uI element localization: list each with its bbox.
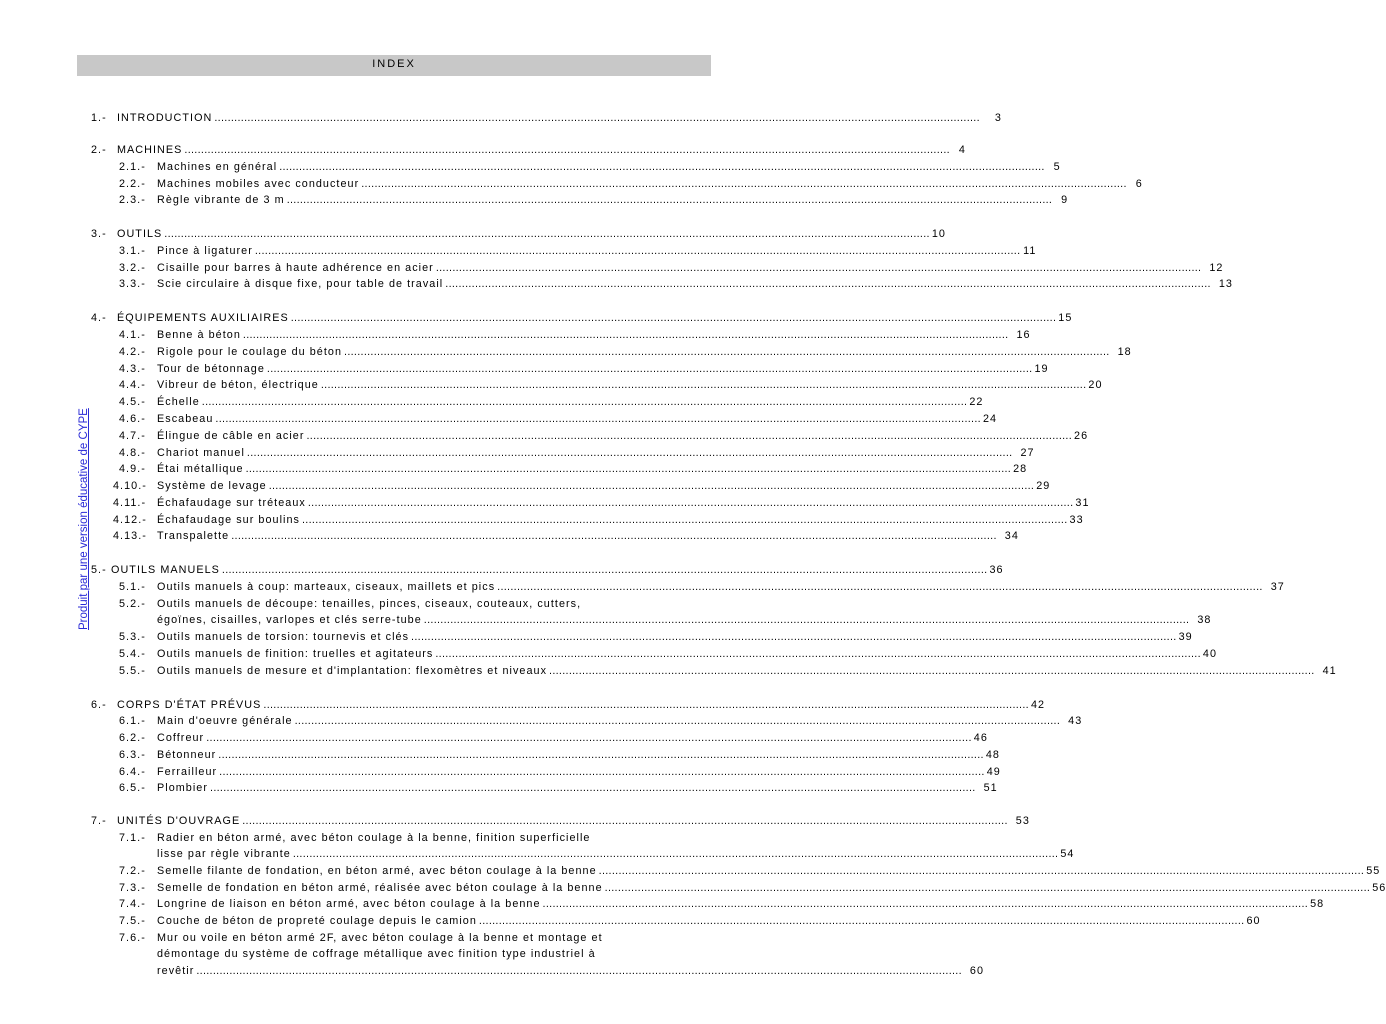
toc-label: Système de levage — [157, 480, 267, 492]
toc-number: 5.- — [91, 564, 107, 576]
toc-entry-5-1[interactable] — [119, 579, 1285, 596]
toc-page-number: 48 — [985, 749, 1000, 761]
toc-page-number: 11 — [1023, 245, 1037, 257]
toc-leader-dots: ........................................................................................................................................................................................................................................ — [423, 614, 1190, 626]
toc-number: 5.5.- — [119, 665, 146, 677]
toc-label: Plombier — [157, 782, 209, 794]
toc-leader-dots: ........................................................................................................................................................................................................................................ — [242, 815, 1008, 827]
toc-number: 2.2.- — [119, 178, 146, 190]
toc-page-number: 46 — [973, 732, 988, 744]
toc-entry-3-1[interactable] — [119, 243, 1037, 260]
toc-label: UNITÉS D'OUVRAGE — [117, 815, 241, 827]
toc-label-continued: égoïnes, cisailles, varlopes et clés serre-tube — [157, 614, 422, 626]
toc-label: Benne à béton — [157, 329, 241, 341]
toc-leader-dots: ........................................................................................................................................................................................................................................ — [320, 379, 1087, 391]
toc-number: 6.1.- — [119, 715, 146, 727]
toc-entry-4-4[interactable] — [119, 377, 1103, 394]
toc-label: Vibreur de béton, électrique — [157, 379, 319, 391]
toc-number: 6.3.- — [119, 749, 146, 761]
toc-leader-dots: ........................................................................................................................................................................................................................................ — [164, 228, 930, 240]
toc-number: 2.3.- — [119, 194, 146, 206]
toc-label-continued: revêtir — [157, 965, 195, 977]
toc-number: 6.2.- — [119, 732, 146, 744]
toc-entry-7-3[interactable] — [119, 880, 1386, 897]
educational-version-watermark[interactable]: Produit par une version éducative de CYPE — [78, 408, 90, 630]
toc-number: 4.6.- — [119, 413, 146, 425]
toc-label: Bétonneur — [157, 749, 217, 761]
toc-number: 5.3.- — [119, 631, 146, 643]
toc-label: Coffreur — [157, 732, 205, 744]
toc-entry-6-5[interactable] — [119, 780, 998, 797]
toc-leader-dots: ........................................................................................................................................................................................................................................ — [210, 782, 976, 794]
toc-leader-dots: ........................................................................................................................................................................................................................................ — [307, 497, 1074, 509]
toc-leader-dots: ........................................................................................................................................................................................................................................ — [306, 430, 1073, 442]
toc-number: 3.3.- — [119, 278, 146, 290]
toc-leader-dots: ........................................................................................................................................................................................................................................ — [445, 278, 1211, 290]
toc-label: Échelle — [157, 396, 200, 408]
toc-number: 7.1.- — [119, 832, 146, 844]
toc-entry-6-3[interactable] — [119, 747, 1000, 764]
toc-entry-4-10[interactable] — [113, 478, 1051, 495]
toc-entry-4[interactable] — [91, 310, 1073, 327]
toc-page-number: 5 — [1053, 161, 1061, 173]
toc-label: ÉQUIPEMENTS AUXILIAIRES — [117, 312, 289, 324]
toc-entry-4-1[interactable] — [119, 327, 1031, 344]
toc-label: Longrine de liaison en béton armé, avec béton coulage à la benne — [157, 898, 541, 910]
toc-entry-7-6-line2 — [157, 946, 596, 963]
toc-leader-dots: ........................................................................................................................................................................................................................................ — [246, 447, 1013, 459]
toc-number: 6.4.- — [119, 766, 146, 778]
toc-leader-dots: ........................................................................................................................................................................................................................................ — [598, 865, 1365, 877]
toc-leader-dots: ........................................................................................................................................................................................................................................ — [497, 581, 1263, 593]
toc-page-number: 56 — [1372, 882, 1386, 894]
toc-entry-2[interactable] — [91, 142, 966, 159]
toc-number: 4.1.- — [119, 329, 146, 341]
toc-number: 4.7.- — [119, 430, 146, 442]
toc-page-number: 24 — [982, 413, 998, 425]
toc-label: Tour de bétonnage — [157, 363, 265, 375]
toc-label: Échafaudage sur boulins — [157, 514, 300, 526]
toc-leader-dots: ........................................................................................................................................................................................................................................ — [411, 631, 1177, 643]
toc-label: Outils manuels de finition: truelles et agitateurs — [157, 648, 434, 660]
toc-number: 2.- — [91, 144, 107, 156]
toc-label-continued: démontage du système de coffrage métallique avec finition type industriel à — [157, 948, 596, 960]
toc-entry-4-11[interactable] — [113, 495, 1090, 512]
toc-entry-5-3[interactable] — [119, 629, 1193, 646]
toc-page-number: 51 — [983, 782, 998, 794]
toc-entry-3-2[interactable] — [119, 260, 1224, 277]
toc-number: 4.11.- — [113, 497, 147, 509]
toc-page-number: 39 — [1178, 631, 1193, 643]
toc-leader-dots: ........................................................................................................................................................................................................................................ — [542, 898, 1309, 910]
toc-number: 7.6.- — [119, 932, 146, 944]
toc-leader-dots: ........................................................................................................................................................................................................................................ — [242, 329, 1009, 341]
toc-label: Règle vibrante de 3 m — [157, 194, 285, 206]
toc-number: 6.- — [91, 699, 107, 711]
toc-entry-7-1-line1[interactable] — [119, 830, 590, 847]
toc-entry-3-3[interactable] — [119, 276, 1233, 293]
toc-number: 5.4.- — [119, 648, 146, 660]
toc-entry-5-5[interactable] — [119, 663, 1337, 680]
toc-number: 4.9.- — [119, 463, 146, 475]
toc-leader-dots: ........................................................................................................................................................................................................................................ — [290, 312, 1057, 324]
toc-entry-6-1[interactable] — [119, 713, 1083, 730]
toc-leader-dots: ........................................................................................................................................................................................................................................ — [435, 262, 1202, 274]
toc-number: 4.10.- — [113, 480, 147, 492]
toc-page-number: 34 — [1004, 530, 1019, 542]
toc-leader-dots: ........................................................................................................................................................................................................................................ — [292, 848, 1059, 860]
index-header-bar — [77, 55, 711, 76]
toc-page-number: 28 — [1013, 463, 1028, 475]
toc-number: 3.- — [91, 228, 107, 240]
toc-label: INTRODUCTION — [117, 112, 213, 124]
toc-label: Étai métallique — [157, 463, 244, 475]
toc-label: Mur ou voile en béton armé 2F, avec béton coulage à la benne et montage et — [157, 932, 603, 944]
toc-page-number: 4 — [958, 144, 966, 156]
toc-entry-6[interactable] — [91, 697, 1046, 714]
toc-leader-dots: ........................................................................................................................................................................................................................................ — [218, 749, 984, 761]
toc-leader-dots: ........................................................................................................................................................................................................................................ — [231, 530, 997, 542]
toc-page-number: 40 — [1202, 648, 1218, 660]
toc-entry-7-5[interactable] — [119, 913, 1261, 930]
toc-page-number: 38 — [1197, 614, 1212, 626]
toc-leader-dots: ........................................................................................................................................................................................................................................ — [215, 413, 981, 425]
toc-entry-5-4[interactable] — [119, 646, 1218, 663]
index-title: INDEX — [372, 58, 416, 70]
toc-leader-dots: ........................................................................................................................................................................................................................................ — [206, 732, 972, 744]
toc-entry-4-13[interactable] — [113, 528, 1019, 545]
toc-entry-4-12[interactable] — [113, 512, 1084, 529]
toc-label: Pince à ligaturer — [157, 245, 253, 257]
toc-label: Semelle de fondation en béton armé, réalisée avec béton coulage à la benne — [157, 882, 603, 894]
toc-number: 6.5.- — [119, 782, 146, 794]
toc-label: Couche de béton de propreté coulage depuis le camion — [157, 915, 477, 927]
toc-page-number: 54 — [1060, 848, 1075, 860]
toc-entry-3[interactable] — [91, 226, 946, 243]
toc-page-number: 53 — [1015, 815, 1030, 827]
toc-entry-4-2[interactable] — [119, 344, 1132, 361]
toc-label: Rigole pour le coulage du béton — [157, 346, 343, 358]
toc-leader-dots: ........................................................................................................................................................................................................................................ — [286, 194, 1053, 206]
toc-entry-6-2[interactable] — [119, 730, 988, 747]
toc-leader-dots: ........................................................................................................................................................................................................................................ — [478, 915, 1245, 927]
toc-number: 4.3.- — [119, 363, 146, 375]
toc-leader-dots: ........................................................................................................................................................................................................................................ — [435, 648, 1201, 660]
toc-entry-7-1-line2[interactable] — [157, 846, 1075, 863]
toc-entry-5-2-line1[interactable] — [119, 596, 581, 613]
toc-page-number: 41 — [1322, 665, 1337, 677]
toc-entry-4-7[interactable] — [119, 428, 1089, 445]
toc-page-number: 15 — [1058, 312, 1073, 324]
toc-page-number: 20 — [1088, 379, 1103, 391]
toc-entry-4-3[interactable] — [119, 361, 1049, 378]
toc-entry-7-6-line1[interactable] — [119, 930, 603, 947]
toc-leader-dots: ........................................................................................................................................................................................................................................ — [268, 480, 1035, 492]
toc-label: Scie circulaire à disque fixe, pour table de travail — [157, 278, 444, 290]
toc-page-number: 22 — [969, 396, 984, 408]
toc-page-number: 31 — [1075, 497, 1090, 509]
toc-label: Outils manuels à coup: marteaux, ciseaux, maillets et pics — [157, 581, 496, 593]
toc-label: Machines en général — [157, 161, 278, 173]
toc-entry-7[interactable] — [91, 813, 1030, 830]
toc-label: Transpalette — [157, 530, 230, 542]
toc-entry-1[interactable] — [91, 110, 1002, 127]
toc-leader-dots: ........................................................................................................................................................................................................................................ — [549, 665, 1315, 677]
toc-leader-dots: ........................................................................................................................................................................................................................................ — [254, 245, 1021, 257]
toc-label: Semelle filante de fondation, en béton armé, avec béton coulage à la benne — [157, 865, 597, 877]
toc-number: 7.3.- — [119, 882, 146, 894]
toc-entry-4-6[interactable] — [119, 411, 998, 428]
toc-number: 4.4.- — [119, 379, 146, 391]
toc-label: Escabeau — [157, 413, 214, 425]
toc-leader-dots: ........................................................................................................................................................................................................................................ — [266, 363, 1033, 375]
toc-label: Radier en béton armé, avec béton coulage à la benne, finition superficielle — [157, 832, 591, 844]
toc-label: Machines mobiles avec conducteur — [157, 178, 360, 190]
toc-label: Élingue de câble en acier — [157, 430, 305, 442]
toc-number: 3.1.- — [119, 245, 146, 257]
toc-label: Outils manuels de mesure et d'implantation: flexomètres et niveaux — [157, 665, 548, 677]
toc-page-number: 36 — [989, 564, 1004, 576]
toc-label: Ferrailleur — [157, 766, 218, 778]
toc-number: 4.12.- — [113, 514, 147, 526]
toc-number: 2.1.- — [119, 161, 146, 173]
toc-leader-dots: ........................................................................................................................................................................................................................................ — [196, 965, 962, 977]
toc-label-continued: lisse par règle vibrante — [157, 848, 291, 860]
toc-label: Main d'oeuvre générale — [157, 715, 293, 727]
toc-entry-2-2[interactable] — [119, 176, 1143, 193]
toc-leader-dots: ........................................................................................................................................................................................................................................ — [214, 112, 980, 124]
toc-page-number: 19 — [1034, 363, 1049, 375]
toc-leader-dots: ........................................................................................................................................................................................................................................ — [294, 715, 1061, 727]
toc-leader-dots: ........................................................................................................................................................................................................................................ — [221, 564, 988, 576]
toc-label: MACHINES — [117, 144, 183, 156]
toc-leader-dots: ........................................................................................................................................................................................................................................ — [302, 514, 1068, 526]
toc-page-number: 60 — [1246, 915, 1261, 927]
toc-label: OUTILS — [117, 228, 163, 240]
toc-page-number: 27 — [1020, 447, 1035, 459]
toc-entry-4-8[interactable] — [119, 445, 1035, 462]
toc-leader-dots: ........................................................................................................................................................................................................................................ — [245, 463, 1012, 475]
toc-leader-dots: ........................................................................................................................................................................................................................................ — [263, 699, 1029, 711]
toc-entry-7-4[interactable] — [119, 896, 1325, 913]
toc-number: 5.2.- — [119, 598, 146, 610]
toc-entry-6-4[interactable] — [119, 764, 1001, 781]
toc-entry-4-5[interactable] — [119, 394, 984, 411]
toc-label: Chariot manuel — [157, 447, 245, 459]
toc-page-number: 6 — [1135, 178, 1143, 190]
toc-page-number: 18 — [1117, 346, 1132, 358]
toc-number: 4.- — [91, 312, 107, 324]
toc-leader-dots: ........................................................................................................................................................................................................................................ — [344, 346, 1110, 358]
toc-number: 4.2.- — [119, 346, 146, 358]
toc-entry-5-2-line2[interactable] — [157, 612, 1212, 629]
toc-page-number: 43 — [1068, 715, 1083, 727]
toc-entry-5[interactable] — [91, 562, 1004, 579]
toc-leader-dots: ........................................................................................................................................................................................................................................ — [201, 396, 968, 408]
toc-page-number: 16 — [1016, 329, 1031, 341]
toc-label: OUTILS MANUELS — [111, 564, 220, 576]
toc-number: 4.5.- — [119, 396, 146, 408]
toc-leader-dots: ........................................................................................................................................................................................................................................ — [184, 144, 950, 156]
toc-number: 7.2.- — [119, 865, 146, 877]
toc-page-number: 13 — [1218, 278, 1233, 290]
toc-entry-7-2[interactable] — [119, 863, 1381, 880]
toc-page-number: 55 — [1366, 865, 1381, 877]
toc-number: 3.2.- — [119, 262, 146, 274]
toc-number: 4.13.- — [113, 530, 147, 542]
toc-number: 7.- — [91, 815, 107, 827]
toc-label: Cisaille pour barres à haute adhérence en acier — [157, 262, 434, 274]
toc-number: 7.5.- — [119, 915, 146, 927]
toc-page-number: 37 — [1270, 581, 1285, 593]
toc-page-number: 42 — [1030, 699, 1046, 711]
toc-page-number: 26 — [1074, 430, 1089, 442]
toc-leader-dots: ........................................................................................................................................................................................................................................ — [604, 882, 1371, 894]
toc-page-number: 3 — [994, 112, 1002, 124]
toc-page-number: 29 — [1036, 480, 1051, 492]
toc-leader-dots: ........................................................................................................................................................................................................................................ — [361, 178, 1127, 190]
toc-page-number: 33 — [1069, 514, 1084, 526]
toc-page-number: 60 — [969, 965, 985, 977]
toc-number: 1.- — [91, 112, 107, 124]
toc-label: Outils manuels de découpe: tenailles, pinces, ciseaux, couteaux, cutters, — [157, 598, 582, 610]
toc-label: Échafaudage sur tréteaux — [157, 497, 306, 509]
toc-entry-2-3[interactable] — [119, 192, 1069, 209]
toc-number: 7.4.- — [119, 898, 146, 910]
toc-page-number: 49 — [986, 766, 1001, 778]
toc-entry-4-9[interactable] — [119, 461, 1028, 478]
toc-leader-dots: ........................................................................................................................................................................................................................................ — [219, 766, 985, 778]
toc-page-number: 9 — [1061, 194, 1069, 206]
toc-entry-2-1[interactable] — [119, 159, 1061, 176]
toc-number: 5.1.- — [119, 581, 146, 593]
toc-entry-7-6-line3[interactable] — [157, 963, 985, 980]
toc-page-number: 58 — [1310, 898, 1325, 910]
toc-page-number: 10 — [931, 228, 946, 240]
toc-number: 4.8.- — [119, 447, 146, 459]
toc-label: CORPS D'ÉTAT PRÉVUS — [117, 699, 262, 711]
toc-label: Outils manuels de torsion: tournevis et clés — [157, 631, 410, 643]
toc-page-number: 12 — [1209, 262, 1224, 274]
toc-leader-dots: ........................................................................................................................................................................................................................................ — [279, 161, 1045, 173]
